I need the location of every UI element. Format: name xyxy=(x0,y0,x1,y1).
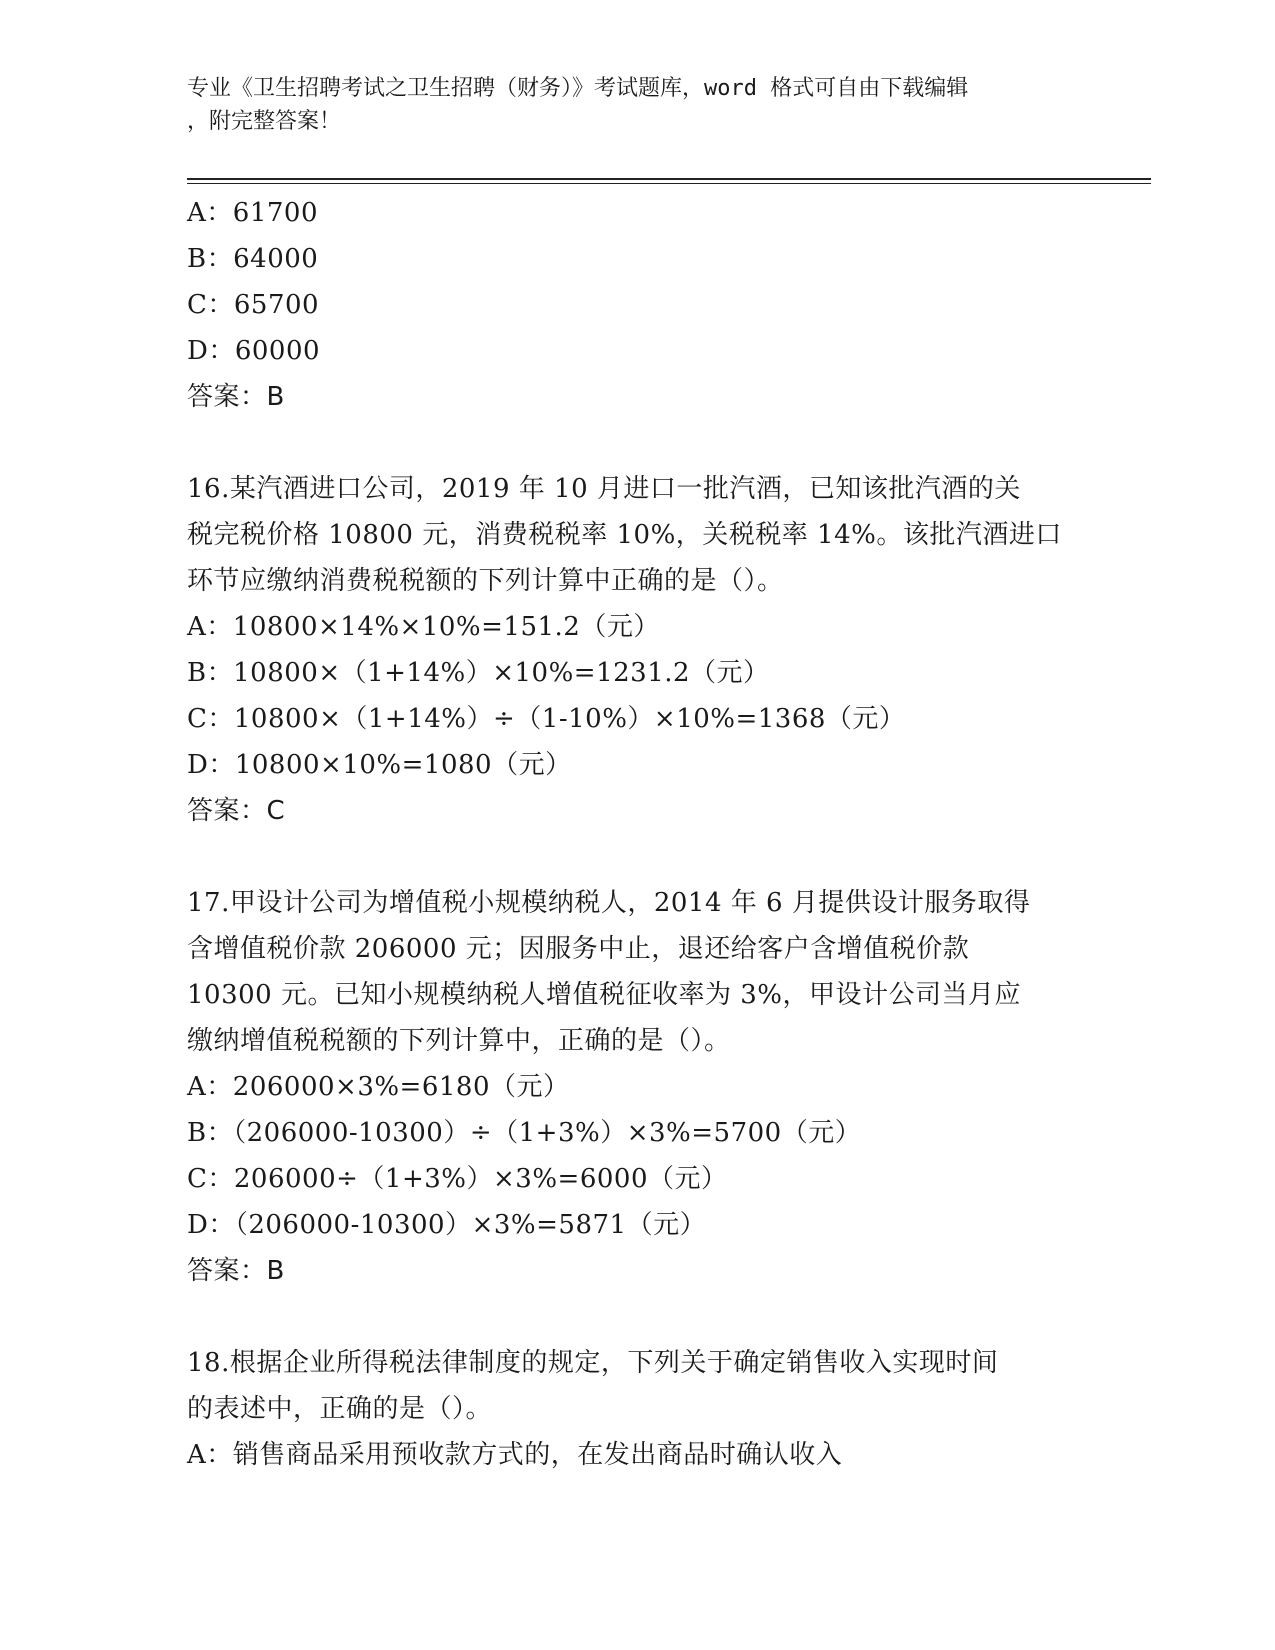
answer: 答案：C xyxy=(187,796,286,826)
question-15-block xyxy=(187,190,1087,420)
option-c: C：10800×（1+14%）÷（1-10%）×10%=1368（元） xyxy=(187,704,906,734)
question-stem-line: 含增值税价款 206000 元；因服务中止，退还给客户含增值税价款 xyxy=(187,934,970,964)
option-a: A：61700 xyxy=(187,198,318,228)
question-18-block xyxy=(187,1340,1087,1478)
option-d: D：（206000-10300）×3%=5871（元） xyxy=(187,1210,707,1240)
option-c: C：65700 xyxy=(187,290,320,320)
page-header xyxy=(187,72,1067,138)
option-b: B：64000 xyxy=(187,244,319,274)
option-d: D：10800×10%=1080（元） xyxy=(187,750,572,780)
header-line-2: ，附完整答案！ xyxy=(187,109,342,134)
option-a: A：10800×14%×10%=151.2（元） xyxy=(187,612,660,642)
header-rule-thick xyxy=(187,178,1151,180)
question-stem-line: 税完税价格 10800 元，消费税税率 10%，关税税率 14%。该批汽酒进口 xyxy=(187,520,1062,550)
question-16-block xyxy=(187,466,1087,834)
option-b: B：（206000-10300）÷（1+3%）×3%=5700（元） xyxy=(187,1118,862,1148)
header-rule-thin xyxy=(187,183,1151,184)
question-17-block xyxy=(187,880,1087,1294)
question-content xyxy=(187,190,1087,1478)
question-stem-line: 18.根据企业所得税法律制度的规定，下列关于确定销售收入实现时间 xyxy=(187,1348,999,1378)
answer: 答案：B xyxy=(187,382,285,412)
question-stem-line: 10300 元。已知小规模纳税人增值税征收率为 3%，甲设计公司当月应 xyxy=(187,980,1021,1010)
question-stem-line: 环节应缴纳消费税税额的下列计算中正确的是（）。 xyxy=(187,566,784,596)
question-stem-line: 17.甲设计公司为增值税小规模纳税人，2014 年 6 月提供设计服务取得 xyxy=(187,888,1031,918)
option-d: D：60000 xyxy=(187,336,321,366)
option-a: A：206000×3%=6180（元） xyxy=(187,1072,570,1102)
question-stem-line: 的表述中，正确的是（）。 xyxy=(187,1394,493,1424)
option-b: B：10800×（1+14%）×10%=1231.2（元） xyxy=(187,658,770,688)
option-a: A：销售商品采用预收款方式的，在发出商品时确认收入 xyxy=(187,1440,843,1470)
question-stem-line: 16.某汽酒进口公司，2019 年 10 月进口一批汽酒，已知该批汽酒的关 xyxy=(187,474,1021,504)
answer: 答案：B xyxy=(187,1256,285,1286)
option-c: C：206000÷（1+3%）×3%=6000（元） xyxy=(187,1164,728,1194)
question-stem-line: 缴纳增值税税额的下列计算中，正确的是（）。 xyxy=(187,1026,731,1056)
header-line-1: 专业《卫生招聘考试之卫生招聘（财务）》考试题库，word 格式可自由下载编辑 xyxy=(187,76,969,101)
